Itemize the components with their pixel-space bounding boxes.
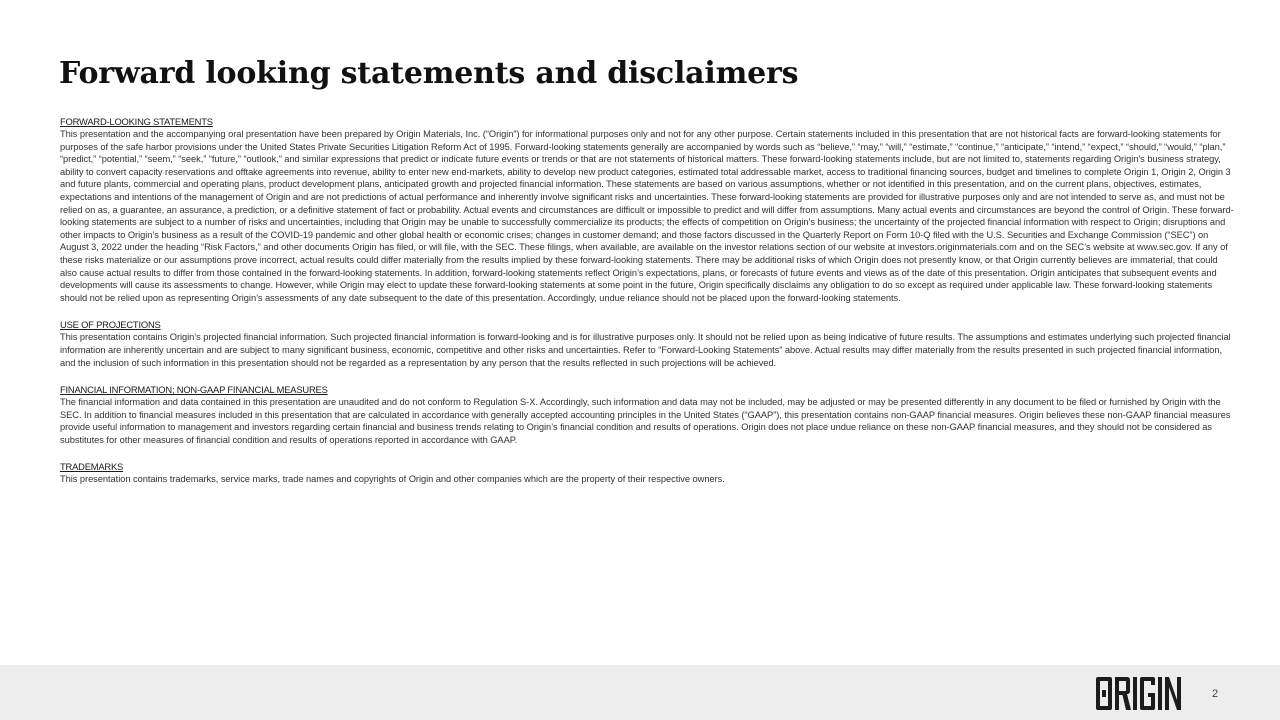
origin-logo xyxy=(1095,676,1191,711)
section-trademarks xyxy=(60,460,1236,486)
section-heading: FINANCIAL INFORMATION; NON-GAAP FINANCIAL MEASURES xyxy=(60,384,328,396)
section-body: This presentation contains Origin’s projected financial information. Such projected financial information is forward-looking and is for illustrative purposes only. It should not be relied upon as being indicative of future results. The assumptions and estimates underlying such projected financial information are inherently uncertain and are subject to many significant business, economic, competitive and other risks and uncertainties. Refer to “Forward-Looking Statements” above. Actual results may differ materially from the results presented in such projected financial information, and the inclusion of such information in this presentation should not be regarded as a representation by any person that the results reflected in such projections will be achieved. xyxy=(60,332,1231,368)
section-heading: FORWARD-LOOKING STATEMENTS xyxy=(60,116,213,127)
section-heading: USE OF PROJECTIONS xyxy=(60,319,161,331)
section-body: This presentation contains trademarks, service marks, trade names and copyrights of Origin and other companies which are the property of their respective owners. xyxy=(60,474,725,485)
footer-bar xyxy=(0,665,1280,720)
section-heading: TRADEMARKS xyxy=(60,461,124,473)
slide-title: Forward looking statements and disclaimers xyxy=(59,56,799,91)
section-body: The financial information and data contained in this presentation are unaudited and do not conform to Regulation S-X. Accordingly, such information and data may not be included, may be adjusted or may be presented differently in any document to be filed or furnished by Origin with the SEC. In addition to financial measures included in this presentation that are calculated in accordance with generally accepted accounting principles in the United States (“GAAP”), this presentation contains non-GAAP financial measures. Origin believes these non-GAAP financial measures provide useful information to management and investors regarding certain financial and business trends relating to Origin’s financial condition and results of operations. Origin does not place undue reliance on these non-GAAP financial measures, and they should not be considered as substitutes for other measures of financial condition and results of operations reported in accordance with GAAP. xyxy=(60,397,1231,445)
section-use-of-projections xyxy=(60,318,1236,369)
page-number: 2 xyxy=(1212,688,1219,700)
section-forward-looking-statements xyxy=(60,115,1236,304)
section-body: This presentation and the accompanying oral presentation have been prepared by Origin Materials, Inc. (“Origin”) for informational purposes only and not for any other purpose. Certain statements included in this presentation that are not historical facts are forward-looking statements for purposes of the safe harbor provisions under the United States Private Securities Litigation Reform Act of 1995. Forward-looking statements generally are accompanied by words such as “believe,” “may,” “will,” “estimate,” “continue,” “anticipate,” “intend,” “expect,” “should,” “would,” “plan,” “predict,” “potential,” “seem,” “seek,” “future,” “outlook,” and similar expressions that predict or indicate future events or trends or that are not statements of historical matters. These forward-looking statements include, but are not limited to, statements regarding Origin’s business strategy, ability to convert capacity reservations and offtake agreements into revenue, ability to enter new end-markets, ability to develop new product categories, estimated total addressable market, access to traditional financing sources, budget and timelines to complete Origin 1, Origin 2, Origin 3 and future plants, commercial and operating plans, product development plans, anticipated growth and projected financial information. These statements are based on various assumptions, whether or not identified in this presentation, and on the current plans, objectives, estimates, expectations and intentions of the management of Origin and are not predictions of actual performance and inherently involve significant risks and uncertainties. These forward-looking statements are provided for illustrative purposes only and are not intended to serve as, and must not be relied on as, a guarantee, an assurance, a prediction, or a definitive statement of fact or probability. Actual events and circumstances are difficult or impossible to predict and will differ from assumptions. Many actual events and circumstances are beyond the control of Origin. These forward-looking statements are subject to a number of risks and uncertainties, including that Origin may be unable to successfully commercialize its products; the effects of competition on Origin’s business; the uncertainty of the projected financial information with respect to Origin; disruptions and other impacts to Origin’s business as a result of the COVID-19 pandemic and other global health or economic crises; changes in customer demand; and those factors discussed in the Quarterly Report on Form 10-Q filed with the U.S. Securities and Exchange Commission (“SEC”) on August 3, 2022 under the heading “Risk Factors,” and other documents Origin has filed, or will file, with the SEC. These filings, when available, are available on the investor relations section of our website at investors.originmaterials.com and on the SEC’s website at www.sec.gov. If any of these risks materialize or our assumptions prove incorrect, actual results could differ materially from the results implied by these forward-looking statements. There may be additional risks of which Origin does not presently know, or that Origin currently believes are immaterial, that could also cause actual results to differ from those contained in the forward-looking statements. In addition, forward-looking statements reflect Origin’s expectations, plans, or forecasts of future events and views as of the date of this presentation. Origin anticipates that subsequent events and developments will cause its assessments to change. However, while Origin may elect to update these forward-looking statements at some point in the future, Origin specifically disclaims any obligation to do so except as required under applicable law. These forward-looking statements should not be relied upon as representing Origin’s assessments of any date subsequent to the date of this presentation. Accordingly, undue reliance should not be placed upon the forward-looking statements. xyxy=(60,129,1234,303)
disclaimer-content xyxy=(60,115,1236,500)
section-financial-information xyxy=(60,383,1236,446)
